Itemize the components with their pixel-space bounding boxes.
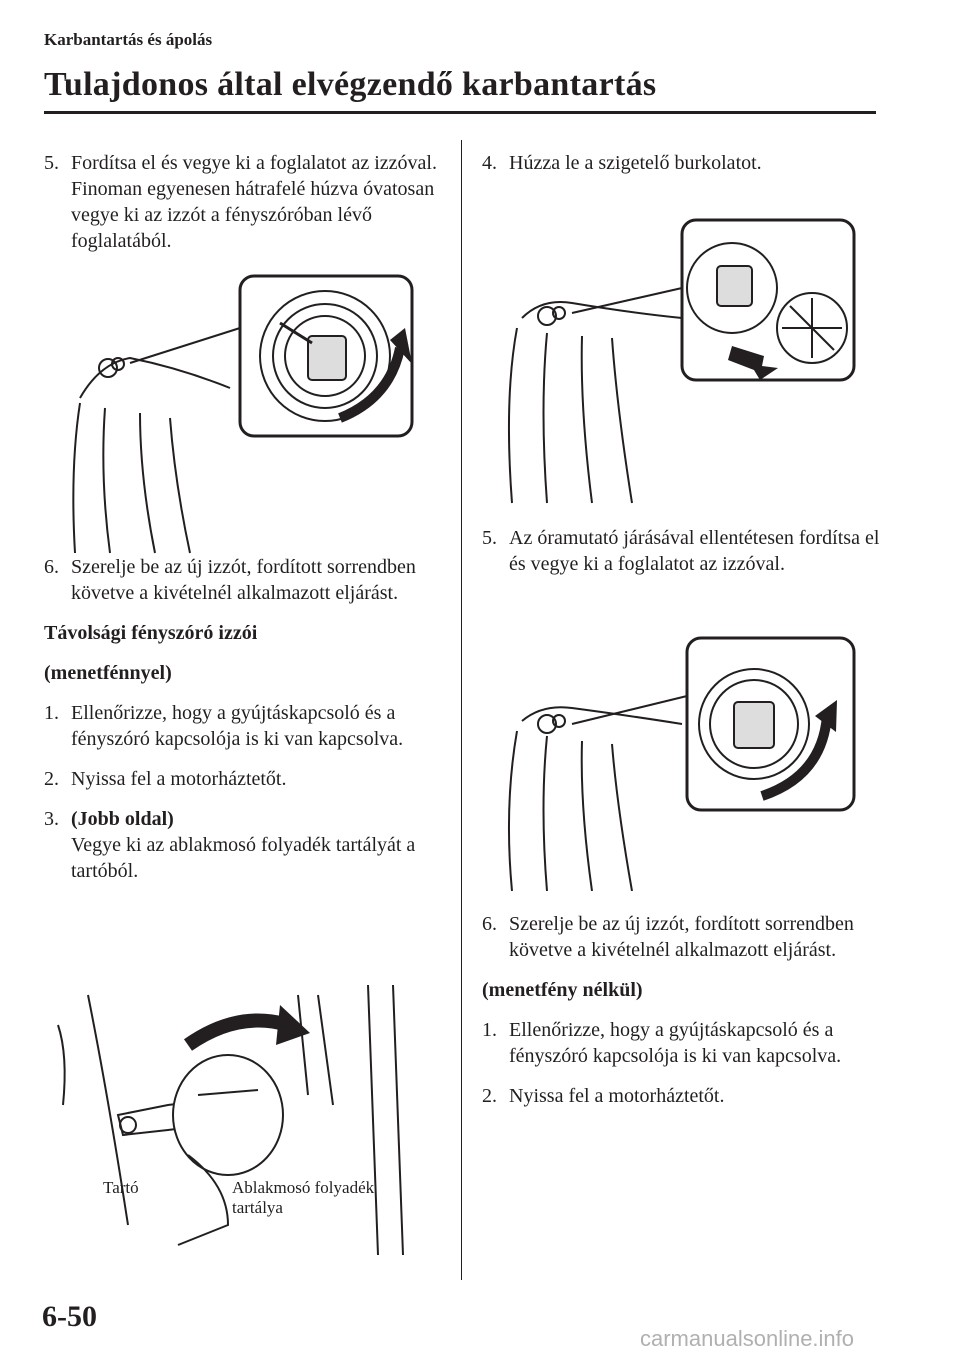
right-step-2: 2. Nyissa fel a motorháztetőt. — [482, 1085, 725, 1107]
right-step-1: 1. Ellenőrizze, hogy a gyújtáskapcsoló és a fényszóró kapcsolója is ki van kapcsolva. — [482, 1019, 842, 1067]
left-step-3-title: (Jobb oldal) — [71, 808, 174, 830]
left-step-5: 5. Fordítsa el és vegye ki a foglalatot az izzóval. Finoman egyenesen hátrafelé húzva óvatosan vegye ki az izzót a fényszóróban lévő foglalatából. — [44, 152, 437, 252]
heading-without-running-light: (menetfény nélkül) — [482, 979, 643, 1001]
socket-rotation-illustration — [492, 636, 862, 891]
right-step-6-text: Szerelje be az új izzót, fordított sorrendben követve a kivételnél alkalmazott eljárást. — [509, 913, 854, 961]
figure-socket-removal — [60, 268, 420, 558]
left-step-6-text: Szerelje be az új izzót, fordított sorrendben követve a kivételnél alkalmazott eljárást. — [71, 556, 416, 604]
washer-tank-illustration — [48, 975, 418, 1265]
heading-high-beam: Távolsági fényszóró izzói — [44, 622, 258, 644]
cover-removal-illustration — [492, 218, 862, 508]
left-step-6: 6. Szerelje be az új izzót, fordított sorrendben követve a kivételnél alkalmazott eljárást. — [44, 556, 416, 604]
figure-insulating-cover — [492, 218, 862, 508]
right-step-4: 4. Húzza le a szigetelő burkolatot. — [482, 152, 762, 174]
title-rule — [44, 111, 876, 114]
left-step-3: 3. (Jobb oldal) Vegye ki az ablakmosó folyadék tartályát a tartóból. — [44, 806, 449, 884]
page-number: 6-50 — [42, 1300, 97, 1333]
page-title: Tulajdonos által elvégzendő karbantartás — [44, 66, 657, 103]
label-tank-line2: tartálya — [232, 1198, 283, 1217]
section-label: Karbantartás és ápolás — [44, 30, 213, 49]
right-step-5-text: Az óramutató járásával ellentétesen fordítsa el és vegye ki a foglalatot az izzóval. — [509, 527, 880, 575]
left-step-5-text: Fordítsa el és vegye ki a foglalatot az izzóval. Finoman egyenesen hátrafelé húzva óvatosan vegye ki az izzót a fényszóróban lévő foglalatából. — [71, 152, 437, 252]
column-divider — [461, 140, 462, 1280]
left-step-1: 1. Ellenőrizze, hogy a gyújtáskapcsoló és a fényszóró kapcsolója is ki van kapcsolva. — [44, 702, 404, 750]
right-step-6: 6. Szerelje be az új izzót, fordított sorrendben követve a kivételnél alkalmazott eljárást. — [482, 913, 854, 961]
right-step-1-text: Ellenőrizze, hogy a gyújtáskapcsoló és a fényszóró kapcsolója is ki van kapcsolva. — [509, 1019, 842, 1067]
label-tank-line1: Ablakmosó folyadék — [232, 1178, 375, 1197]
left-step-2-text: Nyissa fel a motorháztetőt. — [71, 768, 287, 790]
heading-with-running-light: (menetfénnyel) — [44, 662, 172, 684]
figure-washer-tank — [48, 975, 418, 1265]
left-step-3-text: Vegye ki az ablakmosó folyadék tartályát a tartóból. — [71, 834, 416, 882]
right-step-4-text: Húzza le a szigetelő burkolatot. — [509, 152, 762, 174]
right-step-5: 5. Az óramutató járásával ellentétesen fordítsa el és vegye ki a foglalatot az izzóval. — [482, 527, 880, 575]
label-holder: Tartó — [103, 1178, 139, 1197]
right-step-2-text: Nyissa fel a motorháztetőt. — [509, 1085, 725, 1107]
figure-counterclockwise-rotation — [492, 636, 862, 891]
watermark: carmanualsonline.info — [640, 1326, 855, 1351]
headlight-illustration — [60, 268, 420, 558]
left-step-2: 2. Nyissa fel a motorháztetőt. — [44, 768, 287, 790]
left-step-1-text: Ellenőrizze, hogy a gyújtáskapcsoló és a fényszóró kapcsolója is ki van kapcsolva. — [71, 702, 404, 750]
